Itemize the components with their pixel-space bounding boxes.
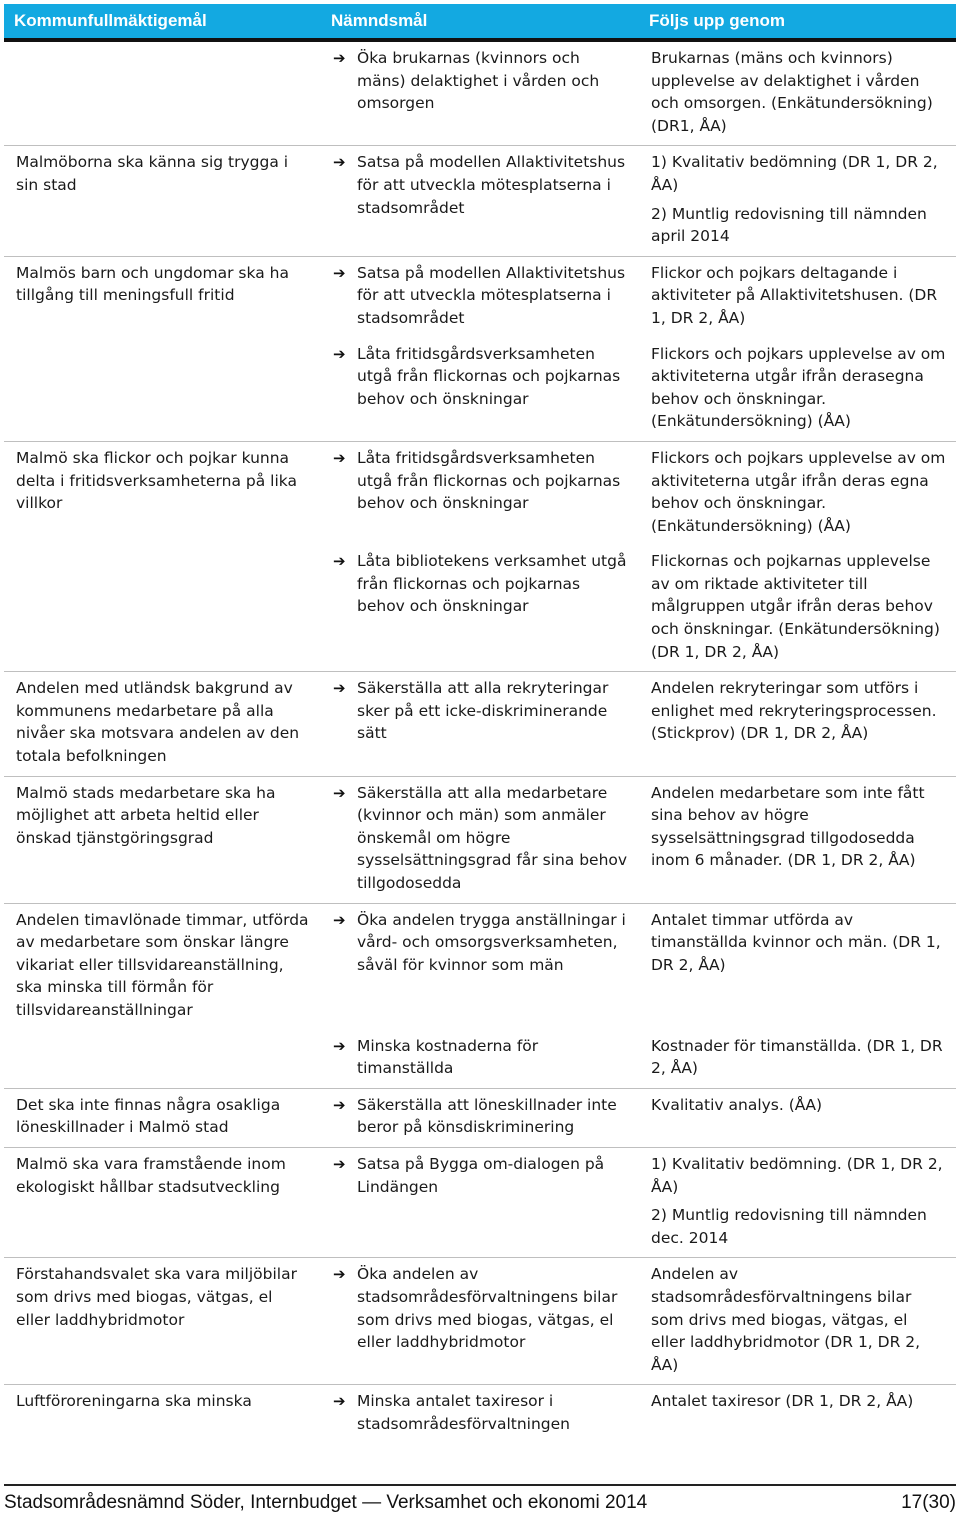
kommunfullmaktigemal-cell: Det ska inte finnas några osakliga löneskillnader i Malmö stad bbox=[4, 1088, 321, 1147]
uppfoljning-text: Flickor och pojkars deltagande i aktiviteter på Allaktivitetshusen. (DR 1, DR 2, ÅA) bbox=[651, 263, 938, 327]
namndsmal-item bbox=[333, 1390, 629, 1435]
table-row bbox=[4, 776, 956, 903]
namndsmal-text: Satsa på Bygga om-dialogen på Lindängen bbox=[357, 1154, 605, 1196]
namndsmal-text: Låta fritidsgårdsverksamheten utgå från flickornas och pojkarnas behov och önskningar bbox=[357, 344, 621, 408]
namndsmal-cell bbox=[321, 338, 639, 442]
foljs-upp-genom-cell bbox=[639, 338, 956, 442]
namndsmal-text: Satsa på modellen Allaktivitetshus för att utveckla mötesplatserna i stadsområdet bbox=[357, 153, 626, 217]
foljs-upp-genom-cell bbox=[639, 256, 956, 337]
namndsmal-text: Öka brukarnas (kvinnors och mäns) delaktighet i vården och omsorgen bbox=[357, 49, 600, 113]
namndsmal-item bbox=[333, 1035, 629, 1080]
arrow-right-icon: ➔ bbox=[333, 552, 346, 571]
namndsmal-item bbox=[333, 677, 629, 745]
namndsmal-item bbox=[333, 262, 629, 330]
namndsmal-item bbox=[333, 1263, 629, 1353]
namndsmal-item bbox=[333, 343, 629, 411]
kommunfullmaktigemal-cell: Luftföroreningarna ska minska bbox=[16, 1392, 252, 1411]
namndsmal-item bbox=[333, 782, 629, 895]
table-row bbox=[4, 1147, 956, 1257]
foljs-upp-genom-cell bbox=[639, 672, 956, 776]
namndsmal-cell bbox=[321, 776, 639, 903]
table-row bbox=[4, 1030, 956, 1089]
table-row bbox=[4, 1385, 956, 1444]
table-row bbox=[4, 40, 956, 146]
uppfoljning-text: Andelen medarbetare som inte fått sina behov av högre sysselsättningsgrad tillgodosedda inom 6 månader. (DR 1, DR 2, ÅA) bbox=[651, 783, 925, 870]
uppfoljning-text: Antalet taxiresor (DR 1, DR 2, ÅA) bbox=[651, 1392, 914, 1411]
header-kommunfullmaktigemal: Kommunfullmäktigemål bbox=[4, 4, 321, 40]
page-footer bbox=[4, 1484, 956, 1514]
foljs-upp-genom-cell bbox=[639, 903, 956, 1029]
uppfoljning-text: 2) Muntlig redovisning till nämnden april 2014 bbox=[651, 204, 927, 246]
arrow-right-icon: ➔ bbox=[333, 1265, 346, 1284]
uppfoljning-text: Flickors och pojkars upplevelse av om aktiviteterna utgår ifrån derasegna behov och önskningar. (Enkätundersökning) (ÅA) bbox=[651, 344, 946, 431]
uppfoljning-text: 1) Kvalitativ bedömning (DR 1, DR 2, ÅA) bbox=[651, 153, 938, 194]
namndsmal-item bbox=[333, 1153, 629, 1198]
foljs-upp-genom-cell bbox=[639, 545, 956, 671]
arrow-right-icon: ➔ bbox=[333, 1095, 346, 1114]
uppfoljning-text: Flickors och pojkars upplevelse av om aktiviteterna utgår ifrån deras egna behov och önskningar. (Enkätundersökning) (ÅA) bbox=[651, 448, 946, 535]
kommunfullmaktigemal-cell bbox=[4, 40, 321, 146]
table-row bbox=[4, 441, 956, 545]
uppfoljning-text: 2) Muntlig redovisning till nämnden dec. 2014 bbox=[651, 1206, 927, 1247]
arrow-right-icon: ➔ bbox=[333, 49, 346, 67]
foljs-upp-genom-cell bbox=[639, 1088, 956, 1147]
uppfoljning-text: Kostnader för timanställda. (DR 1, DR 2, ÅA) bbox=[651, 1036, 943, 1078]
uppfoljning-text: Andelen rekryteringar som utförs i enlighet med rekryteringsprocessen. (Stickprov) (DR 1, DR 2, ÅA) bbox=[651, 679, 937, 743]
namndsmal-text: Säkerställa att alla rekryteringar sker på ett icke-diskriminerande sätt bbox=[357, 679, 609, 743]
table-header-row bbox=[4, 4, 956, 40]
kommunfullmaktigemal-cell: Malmös barn och ungdomar ska ha tillgång till meningsfull fritid bbox=[16, 263, 289, 305]
kommunfullmaktigemal-cell bbox=[4, 545, 321, 671]
foljs-upp-genom-cell bbox=[639, 1030, 956, 1089]
foljs-upp-genom-cell bbox=[639, 1147, 956, 1257]
arrow-right-icon: ➔ bbox=[333, 344, 346, 363]
uppfoljning-text: Kvalitativ analys. (ÅA) bbox=[651, 1095, 823, 1114]
header-foljs-upp-genom: Följs upp genom bbox=[639, 4, 956, 40]
namndsmal-item bbox=[333, 1094, 629, 1139]
arrow-right-icon: ➔ bbox=[333, 1036, 346, 1055]
namndsmal-text: Låta bibliotekens verksamhet utgå från flickornas och pojkarnas behov och önskningar bbox=[357, 552, 627, 616]
namndsmal-item bbox=[333, 550, 629, 618]
arrow-right-icon: ➔ bbox=[333, 679, 346, 698]
namndsmal-text: Låta fritidsgårdsverksamheten utgå från flickornas och pojkarnas behov och önskningar bbox=[357, 448, 621, 513]
footer-title: Stadsområdesnämnd Söder, Internbudget — Verksamhet och ekonomi 2014 bbox=[4, 1492, 648, 1513]
arrow-right-icon: ➔ bbox=[333, 1392, 346, 1411]
table-row bbox=[4, 1088, 956, 1147]
kommunfullmaktigemal-cell: Malmö ska flickor och pojkar kunna delta i fritidsverksamheterna på lika villkor bbox=[16, 448, 297, 513]
namndsmal-cell bbox=[321, 1385, 639, 1444]
arrow-right-icon: ➔ bbox=[333, 1154, 346, 1173]
table-row bbox=[4, 672, 956, 776]
arrow-right-icon: ➔ bbox=[333, 448, 346, 467]
namndsmal-item bbox=[333, 47, 629, 115]
goals-table bbox=[4, 4, 956, 1443]
arrow-right-icon: ➔ bbox=[333, 910, 346, 929]
table-body bbox=[4, 40, 956, 1443]
namndsmal-cell bbox=[321, 903, 639, 1029]
table-row bbox=[4, 545, 956, 671]
kommunfullmaktigemal-cell: Malmö ska vara framstående inom ekologiskt hållbar stadsutveckling bbox=[4, 1147, 321, 1257]
table-row bbox=[4, 256, 956, 337]
foljs-upp-genom-cell bbox=[639, 146, 956, 256]
namndsmal-text: Satsa på modellen Allaktivitetshus för att utveckla mötesplatserna i stadsområdet bbox=[357, 263, 626, 327]
kommunfullmaktigemal-cell: Andelen timavlönade timmar, utförda av medarbetare som önskar längre vikariat eller tillsvidareanställning, ska minska till förmån för tillsvidareanställningar bbox=[16, 910, 309, 1019]
foljs-upp-genom-cell bbox=[639, 40, 956, 146]
header-namndsmal: Nämndsmål bbox=[321, 4, 639, 40]
namndsmal-item bbox=[333, 909, 629, 977]
namndsmal-text: Minska antalet taxiresor i stadsområdesförvaltningen bbox=[357, 1392, 570, 1433]
foljs-upp-genom-cell bbox=[639, 1385, 956, 1444]
namndsmal-item bbox=[333, 151, 629, 219]
namndsmal-cell bbox=[321, 441, 639, 545]
uppfoljning-text: Antalet timmar utförda av timanställda kvinnor och män. (DR 1, DR 2, ÅA) bbox=[651, 910, 941, 974]
kommunfullmaktigemal-cell: Förstahandsvalet ska vara miljöbilar som drivs med biogas, vätgas, el eller laddhybridmotor bbox=[4, 1258, 321, 1385]
table-row bbox=[4, 338, 956, 442]
page-number: 17(30) bbox=[901, 1492, 956, 1513]
namndsmal-text: Säkerställa att löneskillnader inte beror på könsdiskriminering bbox=[357, 1095, 617, 1137]
namndsmal-item bbox=[333, 447, 629, 515]
kommunfullmaktigemal-cell: Malmö stads medarbetare ska ha möjlighet att arbeta heltid eller önskad tjänstgöringsgrad bbox=[4, 776, 321, 903]
namndsmal-cell bbox=[321, 40, 639, 146]
namndsmal-cell bbox=[321, 1030, 639, 1089]
foljs-upp-genom-cell bbox=[639, 776, 956, 903]
namndsmal-cell bbox=[321, 146, 639, 256]
table-row bbox=[4, 903, 956, 1029]
uppfoljning-text: Flickornas och pojkarnas upplevelse av om riktade aktiviteter till målgruppen utgår ifrån deras behov och önskningar. (Enkätundersökning) (DR 1, DR 2, ÅA) bbox=[651, 552, 940, 661]
table-row bbox=[4, 1258, 956, 1385]
uppfoljning-text: 1) Kvalitativ bedömning. (DR 1, DR 2, ÅA) bbox=[651, 1154, 943, 1196]
namndsmal-cell bbox=[321, 1258, 639, 1385]
namndsmal-cell bbox=[321, 1147, 639, 1257]
namndsmal-text: Öka andelen av stadsområdesförvaltningens bilar som drivs med biogas, vätgas, el eller laddhybridmotor bbox=[357, 1265, 618, 1352]
namndsmal-text: Öka andelen trygga anställningar i vård- och omsorgsverksamheten, såväl för kvinnor som män bbox=[357, 910, 626, 974]
kommunfullmaktigemal-cell: Andelen med utländsk bakgrund av kommunens medarbetare på alla nivåer ska motsvara andelen av den totala befolkningen bbox=[4, 672, 321, 776]
uppfoljning-text: Andelen av stadsområdesförvaltningens bilar som drivs med biogas, vätgas, el eller laddhybridmotor (DR 1, DR 2, ÅA) bbox=[651, 1265, 921, 1374]
namndsmal-cell bbox=[321, 256, 639, 337]
foljs-upp-genom-cell bbox=[639, 441, 956, 545]
uppfoljning-text: Brukarnas (mäns och kvinnors) upplevelse av delaktighet i vården och omsorgen. (Enkätundersökning) (DR1, ÅA) bbox=[651, 49, 933, 135]
table-row bbox=[4, 146, 956, 256]
foljs-upp-genom-cell bbox=[639, 1258, 956, 1385]
arrow-right-icon: ➔ bbox=[333, 263, 346, 282]
arrow-right-icon: ➔ bbox=[333, 783, 346, 802]
namndsmal-text: Säkerställa att alla medarbetare (kvinnor och män) som anmäler önskemål om högre sysselsättningsgrad får sina behov tillgodosedda bbox=[357, 783, 628, 892]
arrow-right-icon: ➔ bbox=[333, 153, 346, 172]
kommunfullmaktigemal-cell: Malmöborna ska känna sig trygga i sin stad bbox=[4, 146, 321, 256]
namndsmal-cell bbox=[321, 1088, 639, 1147]
namndsmal-cell bbox=[321, 672, 639, 776]
kommunfullmaktigemal-cell bbox=[4, 338, 321, 442]
namndsmal-cell bbox=[321, 545, 639, 671]
kommunfullmaktigemal-cell bbox=[4, 1030, 321, 1089]
namndsmal-text: Minska kostnaderna för timanställda bbox=[357, 1036, 539, 1078]
